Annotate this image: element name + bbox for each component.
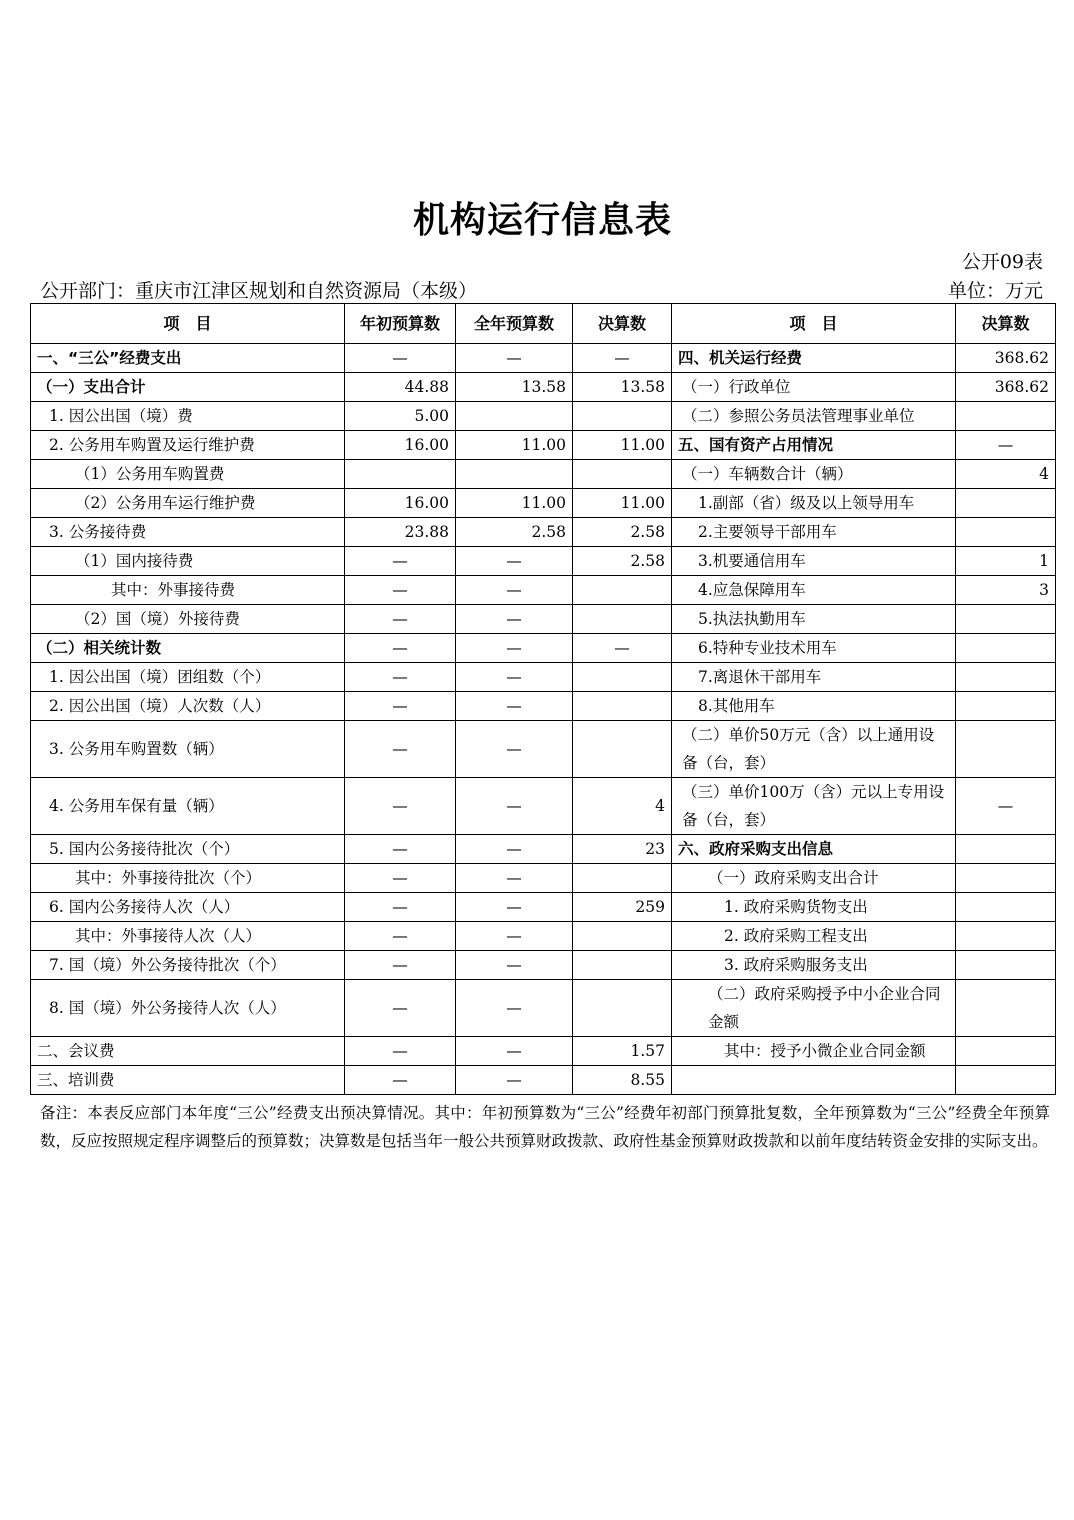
budget-full: — [456, 663, 573, 692]
item-right: 2. 政府采购工程支出 [672, 922, 956, 951]
item-left: 4. 公务用车保有量（辆） [31, 778, 345, 835]
table-row [31, 402, 1056, 431]
final-left: 23 [573, 835, 672, 864]
final-right [956, 634, 1056, 663]
budget-initial: — [345, 344, 456, 373]
final-left [573, 980, 672, 1037]
final-right: — [956, 778, 1056, 835]
budget-initial: — [345, 864, 456, 893]
budget-initial: 23.88 [345, 518, 456, 547]
final-right: — [956, 431, 1056, 460]
final-right [956, 835, 1056, 864]
budget-full: — [456, 547, 573, 576]
final-left: 4 [573, 778, 672, 835]
budget-full: — [456, 835, 573, 864]
final-left: 8.55 [573, 1066, 672, 1095]
budget-initial: — [345, 778, 456, 835]
item-right: 3.机要通信用车 [672, 547, 956, 576]
table-number: 公开09表 [961, 251, 1043, 273]
table-row [31, 431, 1056, 460]
item-right: （一）政府采购支出合计 [672, 864, 956, 893]
item-right: 六、政府采购支出信息 [672, 835, 956, 864]
item-right: 4.应急保障用车 [672, 576, 956, 605]
item-right: 2.主要领导干部用车 [672, 518, 956, 547]
item-left: 其中：外事接待人次（人） [31, 922, 345, 951]
footnote: 备注：本表反应部门本年度“三公”经费支出预决算情况。其中：年初预算数为“三公”经费年初部门预算批复数，全年预算数为“三公”经费全年预算数，反应按照规定程序调整后的预算数；决算数是包括当年一般公共预算财政拨款、政府性基金预算财政拨款和以前年度结转资金安排的实际支出。 [40, 1104, 1050, 1150]
item-right: （三）单价100万（含）元以上专用设备（台，套） [672, 778, 956, 835]
item-right: 5.执法执勤用车 [672, 605, 956, 634]
final-left: 2.58 [573, 547, 672, 576]
item-left: 三、培训费 [31, 1066, 345, 1095]
item-right: 四、机关运行经费 [672, 344, 956, 373]
item-left: 2. 公务用车购置及运行维护费 [31, 431, 345, 460]
budget-full: — [456, 1037, 573, 1066]
item-left: 其中：外事接待批次（个） [31, 864, 345, 893]
budget-initial: — [345, 663, 456, 692]
final-left [573, 922, 672, 951]
item-right: 1. 政府采购货物支出 [672, 893, 956, 922]
budget-initial: — [345, 922, 456, 951]
budget-full: — [456, 344, 573, 373]
final-left: — [573, 634, 672, 663]
item-left: （1）国内接待费 [31, 547, 345, 576]
budget-initial: 16.00 [345, 431, 456, 460]
budget-full: — [456, 980, 573, 1037]
final-right [956, 864, 1056, 893]
table-row [31, 835, 1056, 864]
final-right: 3 [956, 576, 1056, 605]
final-right [956, 721, 1056, 778]
budget-full: 2.58 [456, 518, 573, 547]
item-left: 5. 国内公务接待批次（个） [31, 835, 345, 864]
final-right [956, 1066, 1056, 1095]
budget-full: — [456, 576, 573, 605]
budget-full: — [456, 922, 573, 951]
final-right [956, 663, 1056, 692]
final-right: 368.62 [956, 344, 1056, 373]
final-right: 4 [956, 460, 1056, 489]
item-right: 3. 政府采购服务支出 [672, 951, 956, 980]
final-right [956, 980, 1056, 1037]
table-row [31, 547, 1056, 576]
final-right [956, 518, 1056, 547]
item-right: 1.副部（省）级及以上领导用车 [672, 489, 956, 518]
final-left [573, 692, 672, 721]
item-left: （2）国（境）外接待费 [31, 605, 345, 634]
table-header-row [31, 304, 1056, 344]
budget-initial [345, 460, 456, 489]
budget-initial: 44.88 [345, 373, 456, 402]
budget-initial: — [345, 1066, 456, 1095]
budget-full: — [456, 893, 573, 922]
budget-initial: — [345, 692, 456, 721]
item-left: 1. 因公出国（境）费 [31, 402, 345, 431]
final-left [573, 460, 672, 489]
final-right [956, 1037, 1056, 1066]
item-left: 3. 公务用车购置数（辆） [31, 721, 345, 778]
budget-initial: 5.00 [345, 402, 456, 431]
header-final-left: 决算数 [573, 304, 672, 344]
budget-initial: — [345, 980, 456, 1037]
table-row [31, 663, 1056, 692]
budget-full: — [456, 951, 573, 980]
budget-initial: — [345, 1037, 456, 1066]
budget-initial: — [345, 721, 456, 778]
budget-initial: — [345, 634, 456, 663]
budget-full: 13.58 [456, 373, 573, 402]
item-left: （1）公务用车购置费 [31, 460, 345, 489]
budget-full: — [456, 1066, 573, 1095]
item-left: 1. 因公出国（境）团组数（个） [31, 663, 345, 692]
table-row [31, 373, 1056, 402]
table-row [31, 692, 1056, 721]
header-budget-full: 全年预算数 [456, 304, 573, 344]
item-right: 7.离退休干部用车 [672, 663, 956, 692]
final-left: 13.58 [573, 373, 672, 402]
table-row [31, 980, 1056, 1037]
final-left [573, 576, 672, 605]
final-left [573, 402, 672, 431]
item-right: （二）单价50万元（含）以上通用设备（台，套） [672, 721, 956, 778]
item-right: 6.特种专业技术用车 [672, 634, 956, 663]
info-table [30, 303, 1056, 1095]
item-left: 3. 公务接待费 [31, 518, 345, 547]
department-label: 公开部门：重庆市江津区规划和自然资源局（本级） [40, 280, 478, 302]
budget-full [456, 402, 573, 431]
budget-initial: — [345, 576, 456, 605]
item-left: 其中：外事接待费 [31, 576, 345, 605]
header-item-left: 项 目 [31, 304, 345, 344]
table-row [31, 576, 1056, 605]
unit-label: 单位：万元 [947, 280, 1043, 302]
budget-initial: — [345, 605, 456, 634]
table-row [31, 922, 1056, 951]
budget-initial: — [345, 547, 456, 576]
budget-full: 11.00 [456, 431, 573, 460]
final-left [573, 663, 672, 692]
item-right: 8.其他用车 [672, 692, 956, 721]
table-row [31, 778, 1056, 835]
final-right [956, 922, 1056, 951]
item-right: （二）参照公务员法管理事业单位 [672, 402, 956, 431]
final-left [573, 864, 672, 893]
budget-full: — [456, 692, 573, 721]
final-left: 2.58 [573, 518, 672, 547]
header-item-right: 项 目 [672, 304, 956, 344]
item-right: （一）车辆数合计（辆） [672, 460, 956, 489]
item-right: （二）政府采购授予中小企业合同金额 [672, 980, 956, 1037]
item-left: 6. 国内公务接待人次（人） [31, 893, 345, 922]
budget-initial: — [345, 951, 456, 980]
final-left: 1.57 [573, 1037, 672, 1066]
table-row [31, 893, 1056, 922]
item-left: （2）公务用车运行维护费 [31, 489, 345, 518]
final-left: 11.00 [573, 431, 672, 460]
budget-initial: — [345, 835, 456, 864]
final-left [573, 721, 672, 778]
table-row [31, 721, 1056, 778]
table-row [31, 1066, 1056, 1095]
page-title: 机构运行信息表 [412, 200, 672, 241]
final-left: 259 [573, 893, 672, 922]
budget-full [456, 460, 573, 489]
item-left: （一）支出合计 [31, 373, 345, 402]
budget-initial: — [345, 893, 456, 922]
budget-full: — [456, 778, 573, 835]
item-left: 一、“三公”经费支出 [31, 344, 345, 373]
item-right: 其中：授予小微企业合同金额 [672, 1037, 956, 1066]
header-final-right: 决算数 [956, 304, 1056, 344]
header-budget-initial: 年初预算数 [345, 304, 456, 344]
final-right [956, 402, 1056, 431]
final-right: 368.62 [956, 373, 1056, 402]
final-right: 1 [956, 547, 1056, 576]
final-right [956, 692, 1056, 721]
budget-full: — [456, 605, 573, 634]
table-row [31, 605, 1056, 634]
budget-full: — [456, 634, 573, 663]
budget-full: — [456, 721, 573, 778]
budget-initial: 16.00 [345, 489, 456, 518]
item-right: （一）行政单位 [672, 373, 956, 402]
final-right [956, 489, 1056, 518]
item-left: 二、会议费 [31, 1037, 345, 1066]
final-left [573, 951, 672, 980]
item-right: 五、国有资产占用情况 [672, 431, 956, 460]
table-row [31, 344, 1056, 373]
final-right [956, 605, 1056, 634]
final-left: — [573, 344, 672, 373]
final-left: 11.00 [573, 489, 672, 518]
final-right [956, 951, 1056, 980]
table-row [31, 634, 1056, 663]
table-row [31, 518, 1056, 547]
item-left: （二）相关统计数 [31, 634, 345, 663]
item-right [672, 1066, 956, 1095]
final-right [956, 893, 1056, 922]
table-row [31, 1037, 1056, 1066]
item-left: 7. 国（境）外公务接待批次（个） [31, 951, 345, 980]
table-row [31, 951, 1056, 980]
table-row [31, 489, 1056, 518]
table-row [31, 460, 1056, 489]
budget-full: 11.00 [456, 489, 573, 518]
budget-full: — [456, 864, 573, 893]
item-left: 8. 国（境）外公务接待人次（人） [31, 980, 345, 1037]
final-left [573, 605, 672, 634]
table-row [31, 864, 1056, 893]
item-left: 2. 因公出国（境）人次数（人） [31, 692, 345, 721]
